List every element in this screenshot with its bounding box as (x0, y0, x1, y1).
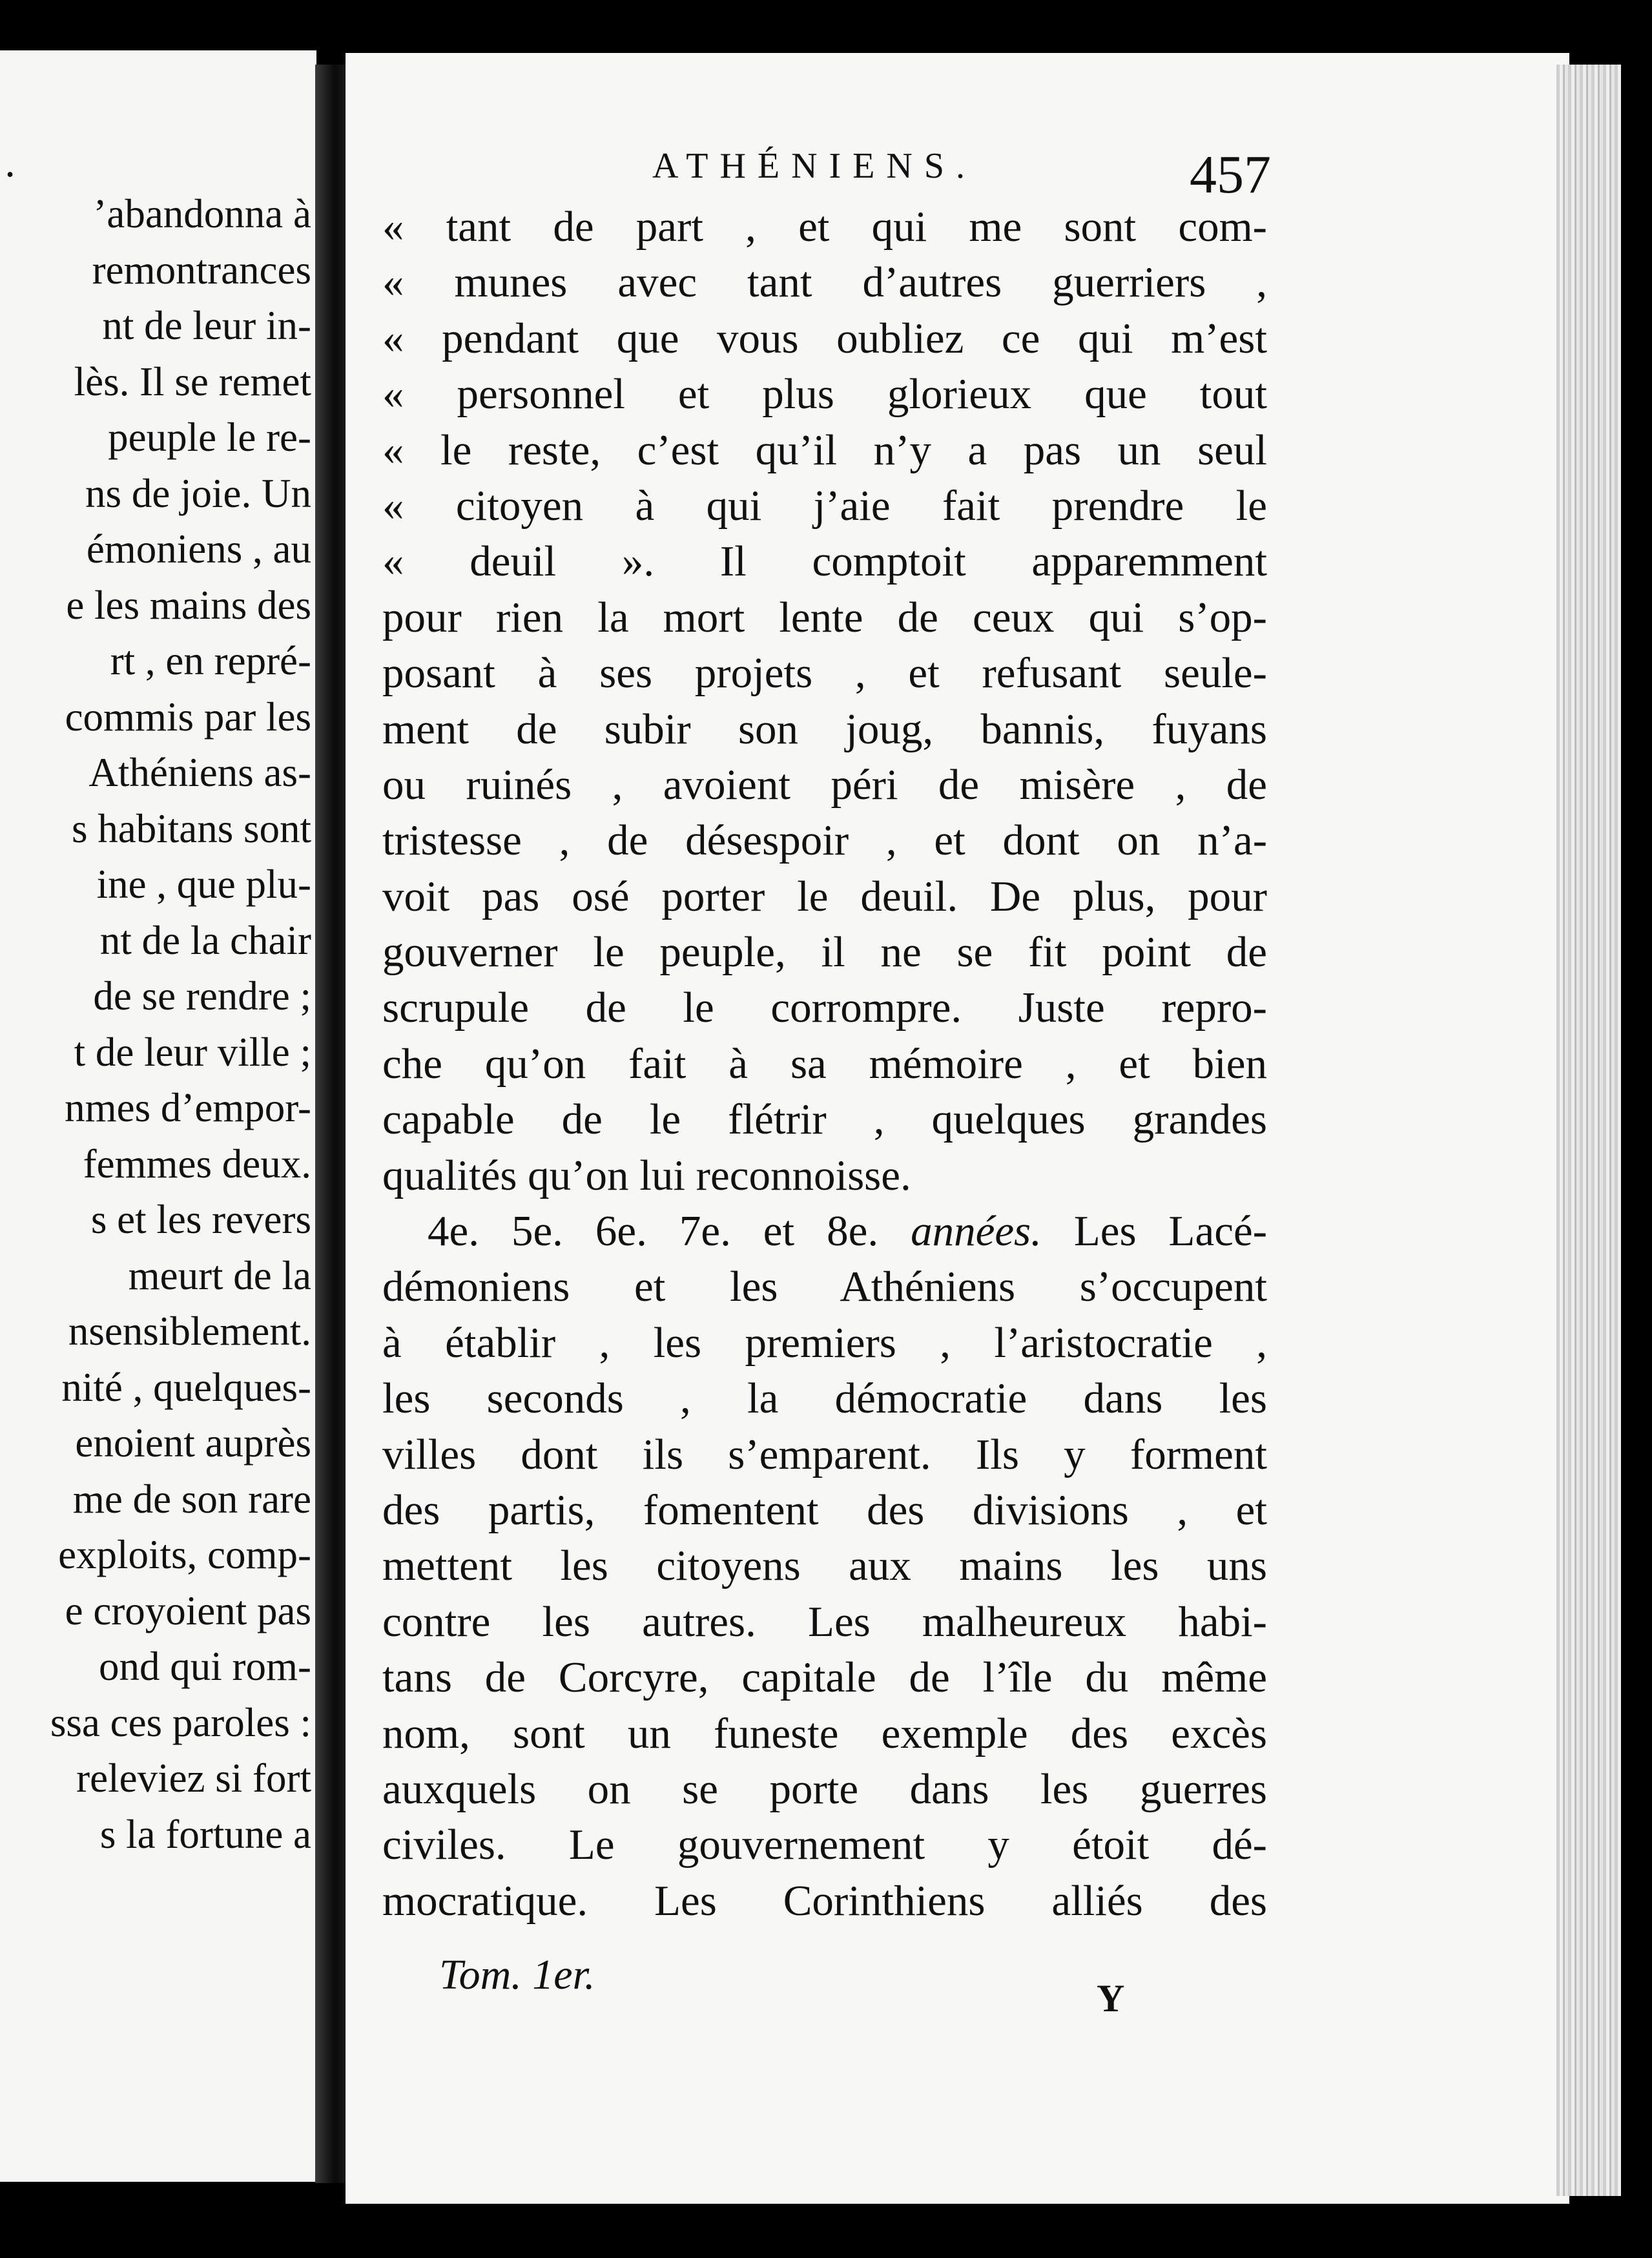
text-line: civiles. Le gouvernement y étoit dé- (382, 1821, 1267, 1869)
left-page-text-line: me de son rare (72, 1476, 311, 1522)
left-page-text-line: Athéniens as- (88, 750, 311, 795)
text-line: « tant de part , et qui me sont com- (382, 203, 1267, 251)
left-page (0, 50, 316, 2182)
text-line: auxquels on se porte dans les guerres (382, 1765, 1267, 1813)
text-line: villes dont ils s’emparent. Ils y forment (382, 1430, 1267, 1478)
left-page-text-line: s la fortune a (99, 1811, 311, 1857)
left-page-text-line: enoient auprès (75, 1420, 311, 1466)
text-line: les seconds , la démocratie dans les (382, 1374, 1267, 1423)
left-page-text-line: nt de leur in- (102, 303, 311, 348)
volume-footer: Tom. 1er. (439, 1951, 595, 1998)
text-line: mettent les citoyens aux mains les uns (382, 1542, 1267, 1590)
text-line: « citoyen à qui j’aie fait prendre le (382, 481, 1267, 530)
text-line: ou ruinés , avoient péri de misère , de (382, 760, 1267, 809)
left-page-text-line: t de leur ville ; (74, 1029, 311, 1075)
text-line: « personnel et plus glorieux que tout (382, 370, 1267, 419)
text-line: « deuil ». Il comptoit apparemment (382, 537, 1267, 586)
text-line: scrupule de le corrompre. Juste repro- (382, 984, 1267, 1032)
running-head: ATHÉNIENS. (652, 146, 976, 186)
text-line: « le reste, c’est qu’il n’y a pas un seul (382, 426, 1267, 474)
text-line: « munes avec tant d’autres guerriers , (382, 258, 1267, 307)
left-page-text-line: ond qui rom- (99, 1644, 311, 1689)
text-line: nom, sont un funeste exemple des excès (382, 1709, 1267, 1757)
left-page-text-line: nt de la chair (99, 917, 311, 963)
left-page-text-line: ’abandonna à (93, 191, 311, 236)
left-page-text-line: ssa ces paroles : (50, 1699, 311, 1745)
left-page-text-line: de se rendre ; (93, 973, 311, 1019)
page-edges (1556, 65, 1621, 2196)
left-page-text-line: peuple le re- (108, 415, 311, 460)
signature-mark: Y (1097, 1977, 1125, 2020)
body-text (382, 199, 1267, 1929)
left-page-text-line: s et les revers (90, 1197, 311, 1242)
left-page-text-line: releviez si fort (76, 1756, 311, 1801)
text-line: tristesse , de désespoir , et dont on n’a- (382, 816, 1267, 865)
text-line: démoniens et les Athéniens s’occupent (382, 1263, 1267, 1311)
left-page-text-line: ns de joie. Un (85, 470, 311, 516)
book-gutter (315, 65, 347, 2183)
text-line: ment de subir son joug, bannis, fuyans (382, 705, 1267, 753)
text-line: des partis, fomentent des divisions , et (382, 1486, 1267, 1534)
text-line: tans de Corcyre, capitale de l’île du même (382, 1653, 1267, 1702)
left-page-text-line: s habitans sont (72, 805, 311, 851)
text-line: « pendant que vous oubliez ce qui m’est (382, 314, 1267, 362)
left-page-text-line: rt , en repré- (110, 638, 311, 683)
text-line: pour rien la mort lente de ceux qui s’op- (382, 593, 1267, 641)
left-page-text-line: exploits, comp- (58, 1532, 311, 1577)
text-line: che qu’on fait à sa mémoire , et bien (382, 1039, 1267, 1088)
text-line: voit pas osé porter le deuil. De plus, pour (382, 872, 1267, 920)
left-page-text-line: e les mains des (66, 582, 311, 628)
text-line: contre les autres. Les malheureux habi- (382, 1597, 1267, 1646)
page-number: 457 (1190, 145, 1271, 205)
left-page-text-line: nité , quelques- (61, 1364, 311, 1410)
text-line: mocratique. Les Corinthiens alliés des (382, 1876, 1267, 1925)
text-line: gouverner le peuple, il ne se fit point de (382, 928, 1267, 977)
left-page-text-line: émoniens , au (86, 526, 311, 572)
paragraph-heading-line (382, 1203, 1267, 1259)
text-line: posant à ses projets , et refusant seule- (382, 649, 1267, 698)
left-page-text-line: nmes d’empor- (65, 1085, 311, 1130)
text-line: qualités qu’on lui reconnoisse. (382, 1151, 911, 1199)
left-page-text-line: nsensiblement. (68, 1309, 311, 1354)
left-page-text-line: meurt de la (128, 1252, 311, 1298)
paragraph-years-label: années. (911, 1207, 1042, 1256)
paragraph-years: 4e. 5e. 6e. 7e. et 8e. (428, 1207, 879, 1256)
left-page-text-line: commis par les (65, 694, 311, 740)
paragraph-heading-rest: Les Lacé- (1073, 1207, 1268, 1256)
text-line: à établir , les premiers , l’aristocratie , (382, 1318, 1267, 1367)
left-page-text-line: lès. Il se remet (74, 358, 311, 404)
left-page-top-mark: . (4, 141, 17, 186)
left-page-text-line: femmes deux. (83, 1141, 311, 1186)
left-page-text-line: e croyoient pas (65, 1588, 311, 1633)
left-page-text-line: ine , que plu- (96, 862, 311, 907)
left-page-text-line: remontrances (92, 247, 311, 293)
text-line: capable de le flétrir , quelques grandes (382, 1095, 1267, 1144)
